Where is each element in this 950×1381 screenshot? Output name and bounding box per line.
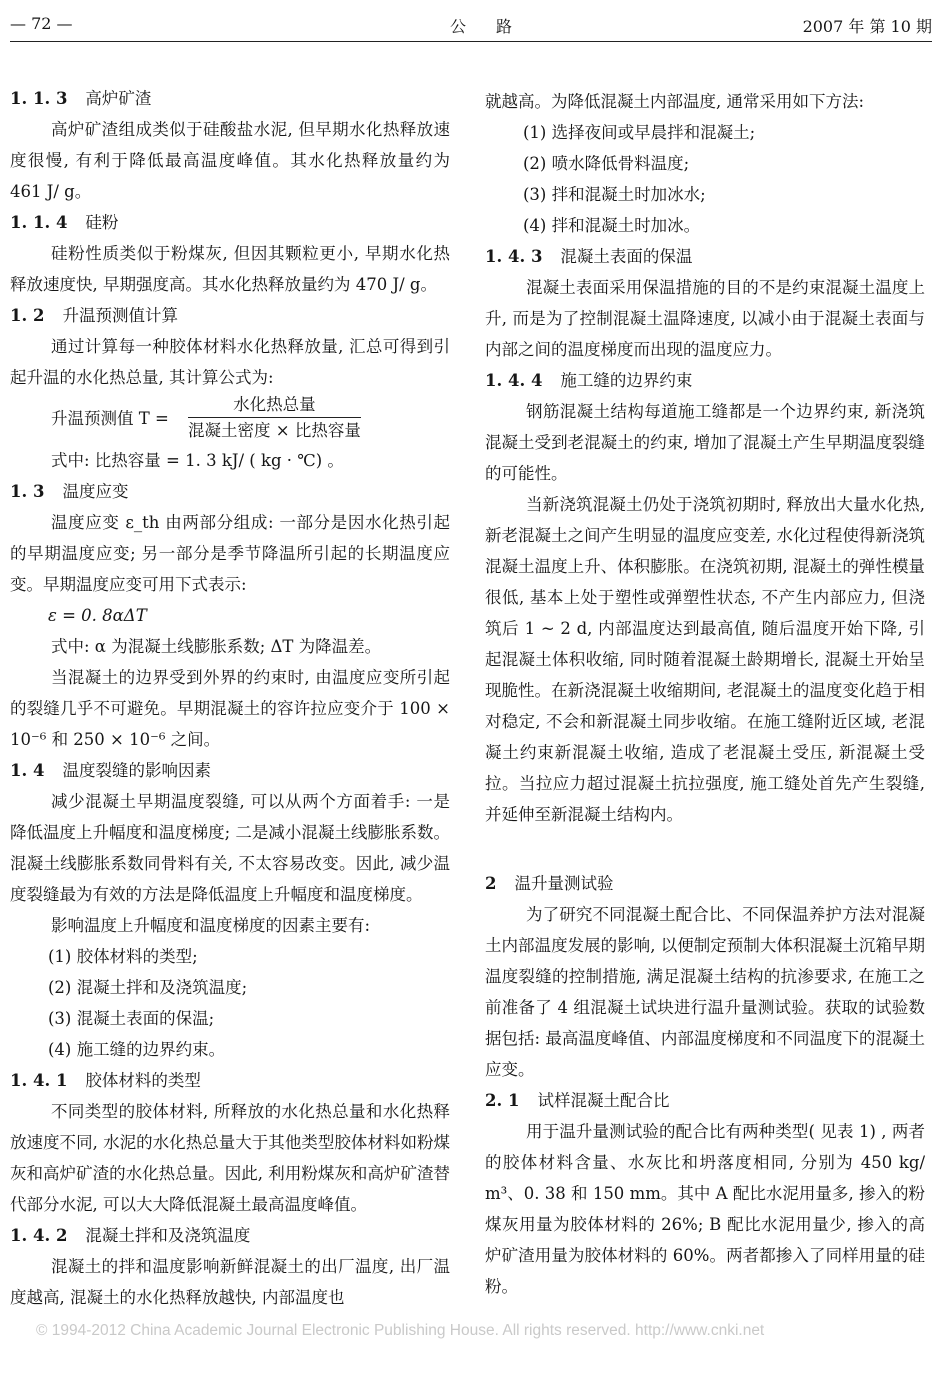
formula-numerator: 水化热总量	[188, 393, 361, 418]
paragraph: 钢筋混凝土结构每道施工缝都是一个边界约束, 新浇筑混凝土受到老混凝土的约束, 增加了混凝土产生早期温度裂缝的可能性。	[485, 402, 925, 483]
paragraph: 当新浇筑混凝土仍处于浇筑初期时, 释放出大量水化热, 新老混凝土之间产生明显的温度应变差, 水化过程使得新浇筑混凝土温度上升、体积膨胀。在浇筑初期, 混凝土的弹性模量很低, 基本上处于塑性或弹塑性状态, 不产生内部应力, 但浇筑后 1 ~ 2 d, 内部温度达到最高值, 随后温度开始下降, 引起混凝土体积收缩, 同时随着混凝土龄期增长, 混凝土开始呈现脆性。在新浇混凝土收缩期间, 老混凝土的温度变化趋于相对稳定, 不会和新混凝土同步收缩。在施工缝附近区域, 老混凝土约束新混凝土收缩, 造成了老混凝土受压, 新混凝土受拉。当拉应力超过混凝土抗拉强度, 施工缝处首先产生裂缝, 并延伸至新混凝土结构内。	[485, 495, 925, 824]
list-item: (3) 混凝土表面的保温;	[48, 1009, 215, 1028]
section-heading	[10, 300, 450, 331]
section-spacer	[485, 830, 925, 868]
formula-where: 式中: 比热容量 = 1. 3 kJ/ ( kg · ℃) 。	[51, 451, 344, 470]
list-item: (1) 胶体材料的类型;	[48, 947, 198, 966]
section-title: 温度裂缝的影响因素	[62, 761, 211, 780]
section-heading	[485, 365, 925, 396]
paragraph-continued: 就越高。为降低混凝土内部温度, 通常采用如下方法:	[485, 92, 865, 111]
section-number: 2. 1	[485, 1091, 520, 1110]
section-title: 混凝土表面的保温	[560, 247, 693, 266]
section-title: 试样混凝土配合比	[537, 1091, 670, 1110]
list-item: (4) 施工缝的边界约束。	[48, 1040, 226, 1059]
paragraph: 减少混凝土早期温度裂缝, 可以从两个方面着手: 一是降低温度上升幅度和温度梯度; 二是减小混凝土线膨胀系数。混凝土线膨胀系数同骨料有关, 不太容易改变。因此, 减少温度裂缝最为有效的方法是降低温度上升幅度和温度梯度。	[10, 792, 450, 904]
left-column	[10, 83, 450, 1313]
section-heading	[10, 476, 450, 507]
temperature-rise-formula	[10, 393, 450, 445]
copyright-watermark: © 1994-2012 China Academic Journal Electronic Publishing House. All rights reserved. http://www.cnki.net	[36, 1322, 765, 1339]
paragraph: 影响温度上升幅度和温度梯度的因素主要有:	[51, 916, 371, 935]
section-heading	[10, 1220, 450, 1251]
section-number: 1. 4. 4	[485, 371, 543, 390]
list-item: (4) 拌和混凝土时加冰。	[523, 216, 701, 235]
paragraph: 不同类型的胶体材料, 所释放的水化热总量和水化热释放速度不同, 水泥的水化热总量大于其他类型胶体材料如粉煤灰和高炉矿渣的水化热总量。因此, 利用粉煤灰和高炉矿渣替代部分水泥, 可以大大降低混凝土最高温度峰值。	[10, 1102, 450, 1214]
section-title: 升温预测值计算	[62, 306, 178, 325]
section-heading	[10, 83, 450, 114]
list-item: (3) 拌和混凝土时加冰水;	[523, 185, 706, 204]
paragraph: 当混凝土的边界受到外界的约束时, 由温度应变所引起的裂缝几乎不可避免。早期混凝土的容许拉应变介于 100 × 10⁻⁶ 和 250 × 10⁻⁶ 之间。	[10, 668, 450, 749]
paragraph: 温度应变 ε_th 由两部分组成: 一部分是因水化热引起的早期温度应变; 另一部分是季节降温所引起的长期温度应变。早期温度应变可用下式表示:	[10, 513, 450, 594]
section-heading	[485, 1085, 925, 1116]
section-heading	[10, 755, 450, 786]
paragraph: 混凝土表面采用保温措施的目的不是约束混凝土温度上升, 而是为了控制混凝土温降速度, 以减小由于混凝土表面与内部之间的温度梯度而出现的温度应力。	[485, 278, 925, 359]
section-heading	[485, 868, 925, 899]
page-number: — 72 —	[10, 14, 73, 33]
section-title: 温度应变	[62, 482, 129, 501]
right-column	[485, 86, 925, 1302]
strain-equation: ε = 0. 8αΔT	[48, 606, 147, 625]
section-title: 温升量测试验	[514, 874, 614, 893]
section-number: 1. 1. 3	[10, 89, 68, 108]
running-header	[10, 14, 932, 38]
section-number: 2	[485, 874, 497, 893]
section-title: 混凝土拌和及浇筑温度	[85, 1226, 251, 1245]
section-number: 1. 4	[10, 761, 45, 780]
section-heading	[10, 1065, 450, 1096]
section-number: 1. 4. 1	[10, 1071, 68, 1090]
formula-denominator: 混凝土密度 × 比热容量	[188, 421, 361, 440]
section-number: 1. 1. 4	[10, 213, 68, 232]
section-title: 硅粉	[85, 213, 119, 232]
list-item: (1) 选择夜间或早晨拌和混凝土;	[523, 123, 756, 142]
list-item: (2) 喷水降低骨料温度;	[523, 154, 690, 173]
section-heading	[10, 207, 450, 238]
paragraph: 硅粉性质类似于粉煤灰, 但因其颗粒更小, 早期水化热释放速度快, 早期强度高。其水化热释放量约为 470 J/ g。	[10, 244, 450, 294]
section-title: 施工缝的边界约束	[560, 371, 693, 390]
header-rule	[10, 41, 932, 42]
list-item: (2) 混凝土拌和及浇筑温度;	[48, 978, 248, 997]
paragraph: 高炉矿渣组成类似于硅酸盐水泥, 但早期水化热释放速度很慢, 有利于降低最高温度峰值。其水化热释放量约为 461 J/ g。	[10, 120, 450, 201]
section-number: 1. 4. 2	[10, 1226, 68, 1245]
paragraph: 为了研究不同混凝土配合比、不同保温养护方法对混凝土内部温度发展的影响, 以便制定预制大体积混凝土沉箱早期温度裂缝的控制措施, 满足混凝土结构的抗渗要求, 在施工之前准备了 4 组混凝土试块进行温升量测试验。获取的试验数据包括: 最高温度峰值、内部温度梯度和不同温度下的混凝土应变。	[485, 905, 925, 1079]
journal-name: 公路	[450, 17, 543, 36]
formula-fraction	[188, 393, 361, 444]
section-heading	[485, 241, 925, 272]
equation-where: 式中: α 为混凝土线膨胀系数; ΔT 为降温差。	[51, 637, 382, 656]
section-title: 胶体材料的类型	[85, 1071, 201, 1090]
paragraph: 用于温升量测试验的配合比有两种类型( 见表 1) , 两者的胶体材料含量、水灰比和坍落度相同, 分别为 450 kg/ m³、0. 38 和 150 mm。其中 A 配比水泥用量多, 掺入的粉煤灰用量为胶体材料的 26%; B 配比水泥用量少, 掺入的高炉矿渣用量为胶体材料的 60%。两者都掺入了同样用量的硅粉。	[485, 1122, 925, 1296]
paragraph: 混凝土的拌和温度影响新鲜混凝土的出厂温度, 出厂温度越高, 混凝土的水化热释放越快, 内部温度也	[10, 1257, 450, 1307]
section-title: 高炉矿渣	[85, 89, 152, 108]
formula-lhs: 升温预测值 T =	[51, 409, 169, 428]
paragraph: 通过计算每一种胶体材料水化热释放量, 汇总可得到引起升温的水化热总量, 其计算公式为:	[10, 337, 450, 387]
issue-label: 2007 年 第 10 期	[802, 17, 932, 36]
section-number: 1. 3	[10, 482, 45, 501]
section-number: 1. 4. 3	[485, 247, 543, 266]
section-number: 1. 2	[10, 306, 45, 325]
